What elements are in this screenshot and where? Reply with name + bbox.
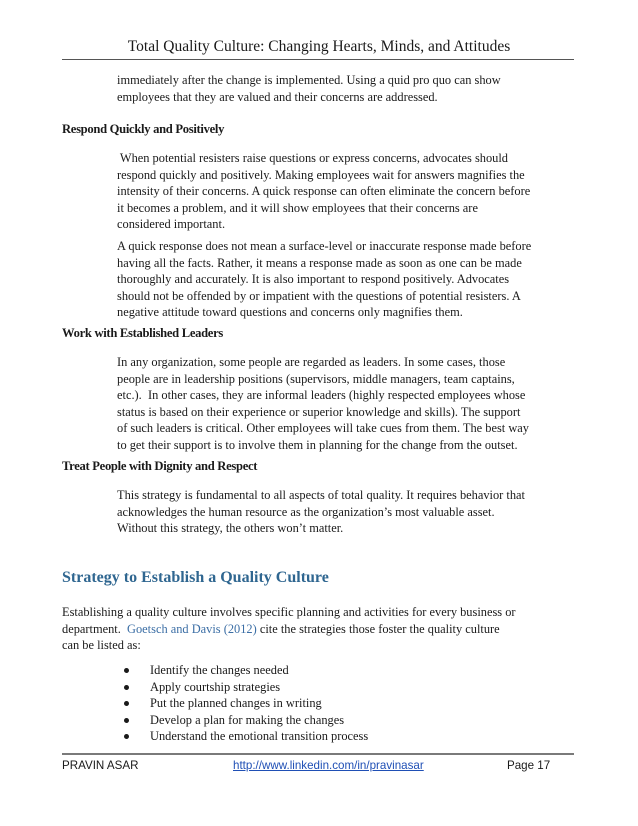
list-item <box>122 728 368 745</box>
text-line: people are in leadership positions (supervisors, middle managers, team captains, <box>117 371 515 386</box>
dignity-paragraph <box>117 487 562 537</box>
heading-work-with-leaders: Work with Established Leaders <box>62 326 223 340</box>
text-line: intensity of their concerns. A quick response can often eliminate the concern before <box>117 184 531 199</box>
page-header: Total Quality Culture: Changing Hearts, Minds, and Attitudes <box>127 38 511 55</box>
text-line: When potential resisters raise questions or express concerns, advocates should <box>117 151 509 165</box>
text-line: having all the facts. Rather, it means a response made as soon as one can be made <box>117 255 522 270</box>
text-line: cite the strategies those foster the quality culture <box>256 621 500 636</box>
list-item-text: Apply courtship strategies <box>150 679 281 694</box>
text-line: acknowledges the human resource as the organization’s most valuable asset. <box>117 504 495 519</box>
text-line: thoroughly and accurately. It is also important to respond positively. Advocates <box>117 272 510 287</box>
text-line: it becomes a problem, and it will show employees that their concerns are <box>117 200 478 215</box>
intro-line: employees that they are valued and their concerns are addressed. <box>117 89 438 104</box>
footer-divider <box>62 753 574 755</box>
text-line: department. <box>62 621 128 636</box>
bullet-icon <box>124 668 129 673</box>
bullet-icon <box>124 701 129 706</box>
text-line: A quick response does not mean a surface-level or inaccurate response made before <box>117 239 532 253</box>
text-line: In any organization, some people are regarded as leaders. In some cases, those <box>117 355 506 369</box>
footer-page-number: Page 17 <box>507 759 551 772</box>
text-line: should not be offended by or impatient with the questions of potential resisters. A <box>117 288 521 303</box>
footer-author: PRAVIN ASAR <box>62 759 139 772</box>
heading-respond-quickly: Respond Quickly and Positively <box>62 122 225 136</box>
citation: Goetsch and Davis (2012) <box>127 621 257 636</box>
footer-link[interactable]: http://www.linkedin.com/in/pravinasar <box>233 759 424 772</box>
respond-paragraph-2 <box>117 238 562 321</box>
bullet-icon <box>124 685 129 690</box>
list-item-text: Develop a plan for making the changes <box>150 712 345 727</box>
list-item <box>122 662 368 679</box>
text-line: Establishing a quality culture involves specific planning and activities for every business or <box>62 605 516 619</box>
list-item-text: Identify the changes needed <box>150 663 289 677</box>
text-line: etc.). In other cases, they are informal leaders (highly respected employees whose <box>117 388 526 403</box>
text-line: Without this strategy, the others won’t matter. <box>117 521 344 536</box>
header-divider <box>62 59 574 60</box>
list-item <box>122 712 368 729</box>
respond-paragraph-1 <box>117 150 562 233</box>
text-line: respond quickly and positively. Making employees wait for answers magnifies the <box>117 167 525 182</box>
text-line: to get their support is to involve them in planning for the change from the outset. <box>117 437 518 452</box>
text-line: This strategy is fundamental to all aspects of total quality. It requires behavior that <box>117 488 525 502</box>
text-line: can be listed as: <box>62 638 141 653</box>
heading-dignity-respect: Treat People with Dignity and Respect <box>62 459 258 473</box>
strategy-bullet-list <box>122 662 368 745</box>
text-line: of such leaders is critical. Other employees will take cues from them. The best way <box>117 421 529 436</box>
leaders-paragraph <box>117 354 562 454</box>
strategy-paragraph <box>62 604 567 654</box>
bullet-icon <box>124 734 129 739</box>
text-line: negative attitude toward questions and concerns only magnifies them. <box>117 305 463 320</box>
text-line: considered important. <box>117 217 226 232</box>
list-item <box>122 679 368 696</box>
text-line: status is based on their experience or superior knowledge and skills). The support <box>117 404 521 419</box>
intro-line: immediately after the change is implemented. Using a quid pro quo can show <box>117 73 501 87</box>
list-item <box>122 695 368 712</box>
intro-paragraph <box>117 72 562 105</box>
bullet-icon <box>124 718 129 723</box>
list-item-text: Put the planned changes in writing <box>150 696 322 711</box>
list-item-text: Understand the emotional transition process <box>150 729 369 744</box>
section-title-strategy: Strategy to Establish a Quality Culture <box>62 569 329 586</box>
